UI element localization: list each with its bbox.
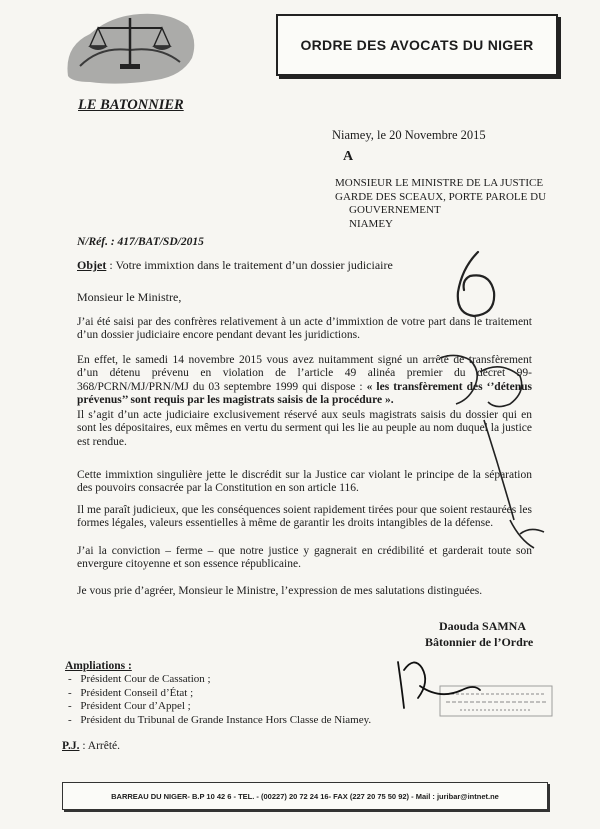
bar-association-logo	[60, 6, 200, 86]
subject-text: : Votre immixtion dans le traitement d’un dossier judiciaire	[106, 258, 393, 272]
subject-line	[77, 258, 393, 273]
signatory-name: Daouda SAMNA	[439, 619, 527, 633]
paragraph-3: Il s’agit d’un acte judiciaire exclusivement réservé aux seuls magistrats saisis du dossier qui en sont les dépositaires, eux mêmes en vertu du serment qui les lie au peuple au nom duquel la justice est rendue.	[77, 409, 532, 448]
recipient-line: GARDE DES SCEAUX, PORTE PAROLE DU	[335, 190, 547, 203]
date-line: Niamey, le 20 Novembre 2015	[332, 128, 486, 142]
list-item: - Président Cour de Cassation ;	[68, 673, 371, 687]
signatory-block	[425, 618, 533, 650]
recipient-prefix: A	[343, 149, 354, 164]
attachment-label: P.J.	[62, 740, 80, 752]
recipient-line: MONSIEUR LE MINISTRE DE LA JUSTICE	[335, 177, 544, 189]
list-item: - Président Cour d’Appel ;	[68, 700, 371, 714]
footer-contact-box	[62, 782, 548, 810]
official-stamp	[400, 666, 560, 726]
subject-label: Objet	[77, 258, 107, 272]
paragraph-2-text: En effet, le samedi 14 novembre 2015 vous avez nuitamment signé un arrêté de transfèrement d’un détenu prévenu en violation de l’article 49 alinéa premier du décret 99-368/PCRN/MJ/PRN/MJ du 03 septembre 1999 qui dispose :	[77, 354, 532, 393]
reference-number: N/Réf. : 417/BAT/SD/2015	[77, 236, 204, 248]
decree-quote: « les transfèrement des ‘’détenus prévenus’’ sont requis par les magistrats saisis de la procédure ».	[77, 380, 532, 406]
organization-title-box	[276, 14, 558, 76]
paragraph-7: Je vous prie d’agréer, Monsieur le Ministre, l’expression de mes salutations distinguées.	[77, 585, 483, 597]
organization-title: ORDRE DES AVOCATS DU NIGER	[300, 37, 534, 53]
list-item: - Président du Tribunal de Grande Instance Hors Classe de Niamey.	[68, 714, 371, 728]
ampliations-title: Ampliations :	[65, 660, 132, 672]
paragraph-6: J’ai la conviction – ferme – que notre justice y gagnerait en crédibilité et garderait toute son envergure citoyenne et son essence républicaine.	[77, 545, 532, 571]
paragraph-2	[77, 354, 532, 407]
paragraph-1: J’ai été saisi par des confrères relativement à un acte d’immixtion de votre part dans le traitement d’un dossier judiciaire encore pendant devant les juridictions.	[77, 316, 532, 342]
attachment-line	[62, 740, 120, 752]
recipient-address	[335, 177, 565, 231]
sender-title: LE BATONNIER	[78, 97, 184, 113]
footer-contact: BARREAU DU NIGER- B.P 10 42 6 - TEL. - (00227) 20 72 24 16- FAX (227 20 75 50 92) - Mail : juribar@intnet.ne	[111, 791, 499, 801]
paragraph-4: Cette immixtion singulière jette le discrédit sur la Justice car violant le principe de la séparation des pouvoirs consacrée par la Constitution en son article 116.	[77, 469, 532, 495]
list-item: - Président Conseil d’État ;	[68, 687, 371, 701]
signatory-title: Bâtonnier de l’Ordre	[425, 635, 534, 649]
recipient-line: NIAMEY	[349, 217, 393, 230]
paragraph-5: Il me paraît judicieux, que les conséquences soient rapidement tirées pour que soient restaurées les formes légales, valeurs essentielles à même de garantir les droits intangibles de la défense.	[77, 504, 532, 530]
attachment-text: : Arrêté.	[79, 740, 121, 752]
ampliations-list	[68, 673, 371, 727]
salutation: Monsieur le Ministre,	[77, 290, 182, 304]
recipient-line: GOUVERNEMENT	[349, 204, 441, 216]
